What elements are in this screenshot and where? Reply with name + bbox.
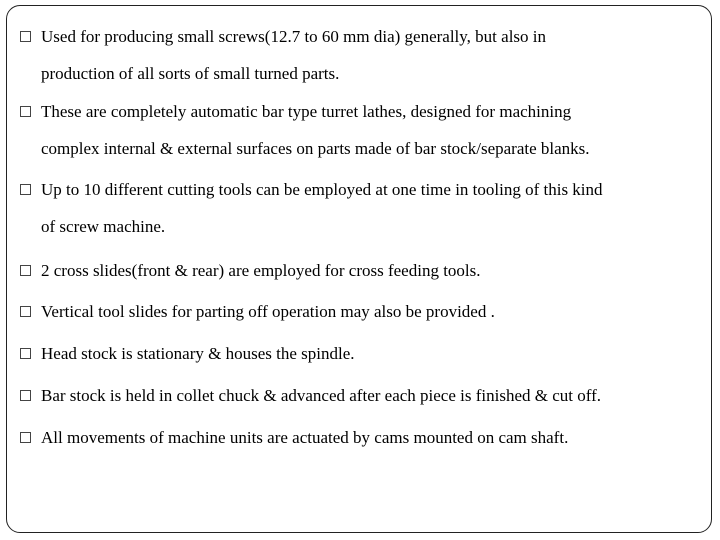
checkbox-bullet-icon bbox=[20, 306, 31, 317]
bullet-line: Used for producing small screws(12.7 to 60 mm dia) generally, but also in bbox=[41, 27, 547, 46]
bullet-item bbox=[20, 419, 710, 456]
checkbox-bullet-icon bbox=[20, 390, 31, 401]
bullet-line: These are completely automatic bar type turret lathes, designed for machining bbox=[41, 102, 572, 121]
bullet-line: 2 cross slides(front & rear) are employed for cross feeding tools. bbox=[41, 261, 481, 280]
bullet-line: All movements of machine units are actuated by cams mounted on cam shaft. bbox=[41, 428, 569, 447]
bullet-item bbox=[20, 335, 710, 372]
bullet-item bbox=[20, 377, 710, 414]
bullet-item bbox=[20, 252, 710, 289]
checkbox-bullet-icon bbox=[20, 106, 31, 117]
bullet-line: Vertical tool slides for parting off operation may also be provided . bbox=[41, 302, 495, 321]
bullet-line: complex internal & external surfaces on parts made of bar stock/separate blanks. bbox=[41, 139, 590, 158]
bullet-item bbox=[20, 293, 710, 330]
checkbox-bullet-icon bbox=[20, 265, 31, 276]
bullet-line: production of all sorts of small turned parts. bbox=[41, 64, 340, 83]
bullet-item bbox=[20, 171, 710, 245]
checkbox-bullet-icon bbox=[20, 31, 31, 42]
bullet-line: Up to 10 different cutting tools can be employed at one time in tooling of this kind bbox=[41, 180, 603, 199]
bullet-line: Bar stock is held in collet chuck & advanced after each piece is finished & cut off. bbox=[41, 386, 602, 405]
checkbox-bullet-icon bbox=[20, 184, 31, 195]
bullet-line: of screw machine. bbox=[41, 217, 166, 236]
bullet-line: Head stock is stationary & houses the spindle. bbox=[41, 344, 355, 363]
checkbox-bullet-icon bbox=[20, 348, 31, 359]
bullet-item bbox=[20, 18, 710, 92]
bullet-item bbox=[20, 93, 710, 167]
checkbox-bullet-icon bbox=[20, 432, 31, 443]
